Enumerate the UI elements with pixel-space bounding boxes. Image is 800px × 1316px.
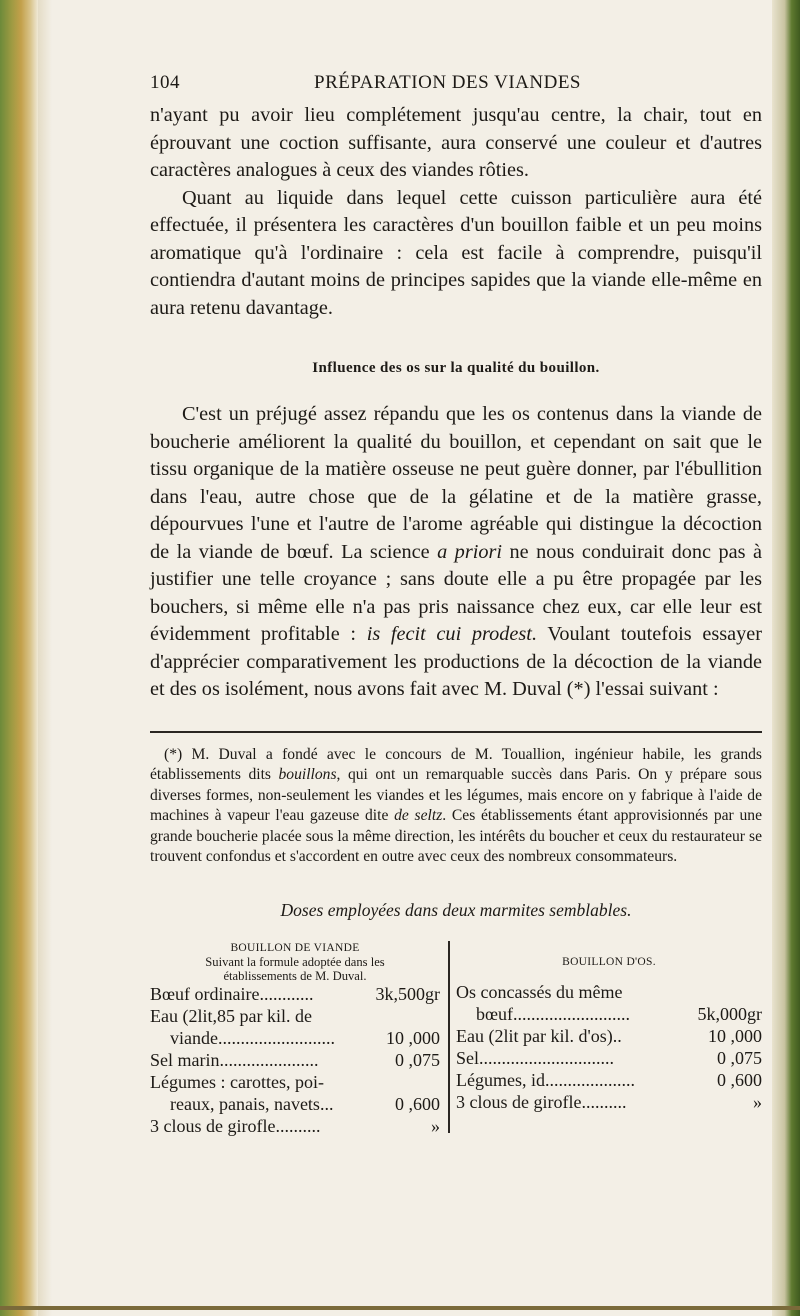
recipe-row-label: Sel.............................. [456,1047,615,1068]
recipe-row [456,981,762,1003]
paragraph-continuation: n'ayant pu avoir lieu complétement jusqu'au centre, la chair, tout en éprouvant une coction suffisante, aura conservé une couleur et d'autres caractères analogues à ceux des viandes rôties. [150,104,762,181]
recipe-row-label: Eau (2lit,85 par kil. de [150,1005,312,1026]
recipe-row [150,1027,440,1049]
paragraph-os [150,401,762,704]
footnote-text-2: , qui ont un remarquable succès dans Paris. On y prépare sous diverses formes, non-seulement les viandes et les légumes, mais encore on y fabrique à l'aide de machines à vapeur l'eau gazeuse dite [150,766,762,824]
doses-title: Doses employées dans deux marmites semblables. [280,899,632,920]
recipe-row-label: Os concassés du même [456,981,623,1002]
recipe-row [456,1003,762,1025]
page-number: 104 [150,72,180,93]
recipe-row [150,1049,440,1071]
running-title: PRÉPARATION DES VIANDES [314,72,581,93]
recipe-row-qty: 0 ,600 [395,1093,440,1114]
recipe-row-qty: 3k,500gr [375,983,440,1004]
recipe-row-qty: 0 ,075 [395,1049,440,1070]
footnote-italic-seltz: de seltz [394,807,443,824]
recipe-row [150,1093,440,1115]
recipe-row-label: Bœuf ordinaire............ [150,983,314,1004]
recipe-row-qty: 5k,000gr [697,1003,762,1024]
recipe-row [456,1025,762,1047]
page-bottom-edge [0,1306,800,1310]
section-title: Influence des os sur la qualité du bouillon. [312,360,600,376]
paragraph-os-italic-a-priori: a priori [437,540,503,563]
recipe-row [456,1091,762,1113]
recipe-viande-subheading-1: Suivant la formule adoptée dans les [205,954,385,969]
recipe-row [150,1115,440,1137]
paragraph-os-text-1: C'est un préjugé assez répandu que les os contenus dans la viande de boucherie améliorent la qualité du bouillon, et cependant on sait que le tissu organique de la matière osseuse ne peut guère donner, par l'ébullition dans l'eau, autre chose que de la gélatine et de la matière grasse, dépourvues l'une et l'autre de l'arome agréable qui distingue la décoction de la viande de bœuf. La science [150,403,762,563]
recipes-table [150,941,762,1141]
paragraph-os-text-3: Voulant toutefois essayer d'apprécier comparativement les productions de la décoction de la viande et des os isolément, nous avons fait avec M. Duval (*) l'essai suivant : [150,623,763,700]
recipe-row [150,1005,440,1027]
recipe-row [456,1069,762,1091]
column-divider [448,941,450,1133]
recipe-row-label: reaux, panais, navets... [170,1093,334,1114]
recipe-os [456,941,762,1113]
recipe-row-qty: 0 ,600 [717,1069,762,1090]
page-edge-right [772,0,800,1316]
recipe-row-label: Légumes : carottes, poi- [150,1071,324,1092]
recipe-row-label: 3 clous de girofle.......... [456,1091,627,1112]
recipe-row-qty [436,1005,440,1027]
recipe-row-label: Légumes, id.................... [456,1069,635,1090]
recipe-row-label: 3 clous de girofle.......... [150,1115,321,1136]
recipe-row [150,1071,440,1093]
footnote-text-3: . Ces établissements étant approvisionnés par une grande boucherie placée sous la même direction, les intérêts du boucher et ceux du restaurateur se trouvent confondus et s'accordent en outre avec ceux des nombreux consommateurs. [150,807,762,865]
recipe-row-label: bœuf.......................... [476,1003,630,1024]
paragraph-os-italic-latin: is fecit cui prodest. [366,623,538,645]
recipe-row-label: Sel marin...................... [150,1049,319,1070]
recipe-os-heading: BOUILLON D'OS. [562,955,656,968]
footnote-text-1: (*) M. Duval a fondé avec le concours de M. Touallion, ingénieur habile, les grands établissements dits [150,745,762,783]
book-page [150,72,762,1141]
recipe-row-qty: » [753,1091,762,1112]
recipe-viande [150,941,440,1137]
recipe-row-label: Eau (2lit par kil. d'os).. [456,1025,622,1046]
recipe-row [150,983,440,1005]
paragraph-os-text-2: ne nous conduirait donc pas à justifier une telle croyance ; sans doute elle a pu être propagée par les bouchers, si même elle n'a pas pris naissance chez eux, car elle leur est évidemment profitable : [150,540,762,645]
recipe-row-qty: 0 ,075 [717,1047,762,1068]
recipe-row-qty [436,1071,440,1093]
recipe-row [456,1047,762,1069]
book-binding-left [0,0,38,1316]
recipe-row-qty: 10 ,000 [708,1025,762,1046]
recipe-row-qty: » [431,1115,440,1136]
recipe-viande-heading: BOUILLON DE VIANDE [230,941,360,954]
paragraph-liquide: Quant au liquide dans lequel cette cuisson particulière aura été effectuée, il présentera les caractères d'un bouillon faible et un peu moins aromatique qu'à l'ordinaire : cela est facile à comprendre, puisqu'il contiendra d'autant moins de principes sapides que la viande elle-même en aura retenu davantage. [150,186,762,319]
footnote-italic-bouillons: bouillons [278,766,337,783]
recipe-viande-subheading-2: établissements de M. Duval. [223,968,367,983]
recipe-row-label: viande.......................... [170,1027,335,1048]
footnote-rule [150,731,762,733]
footnote [150,745,762,868]
running-head [150,72,762,102]
recipe-row-qty [758,981,762,1003]
recipe-row-qty: 10 ,000 [386,1027,440,1048]
